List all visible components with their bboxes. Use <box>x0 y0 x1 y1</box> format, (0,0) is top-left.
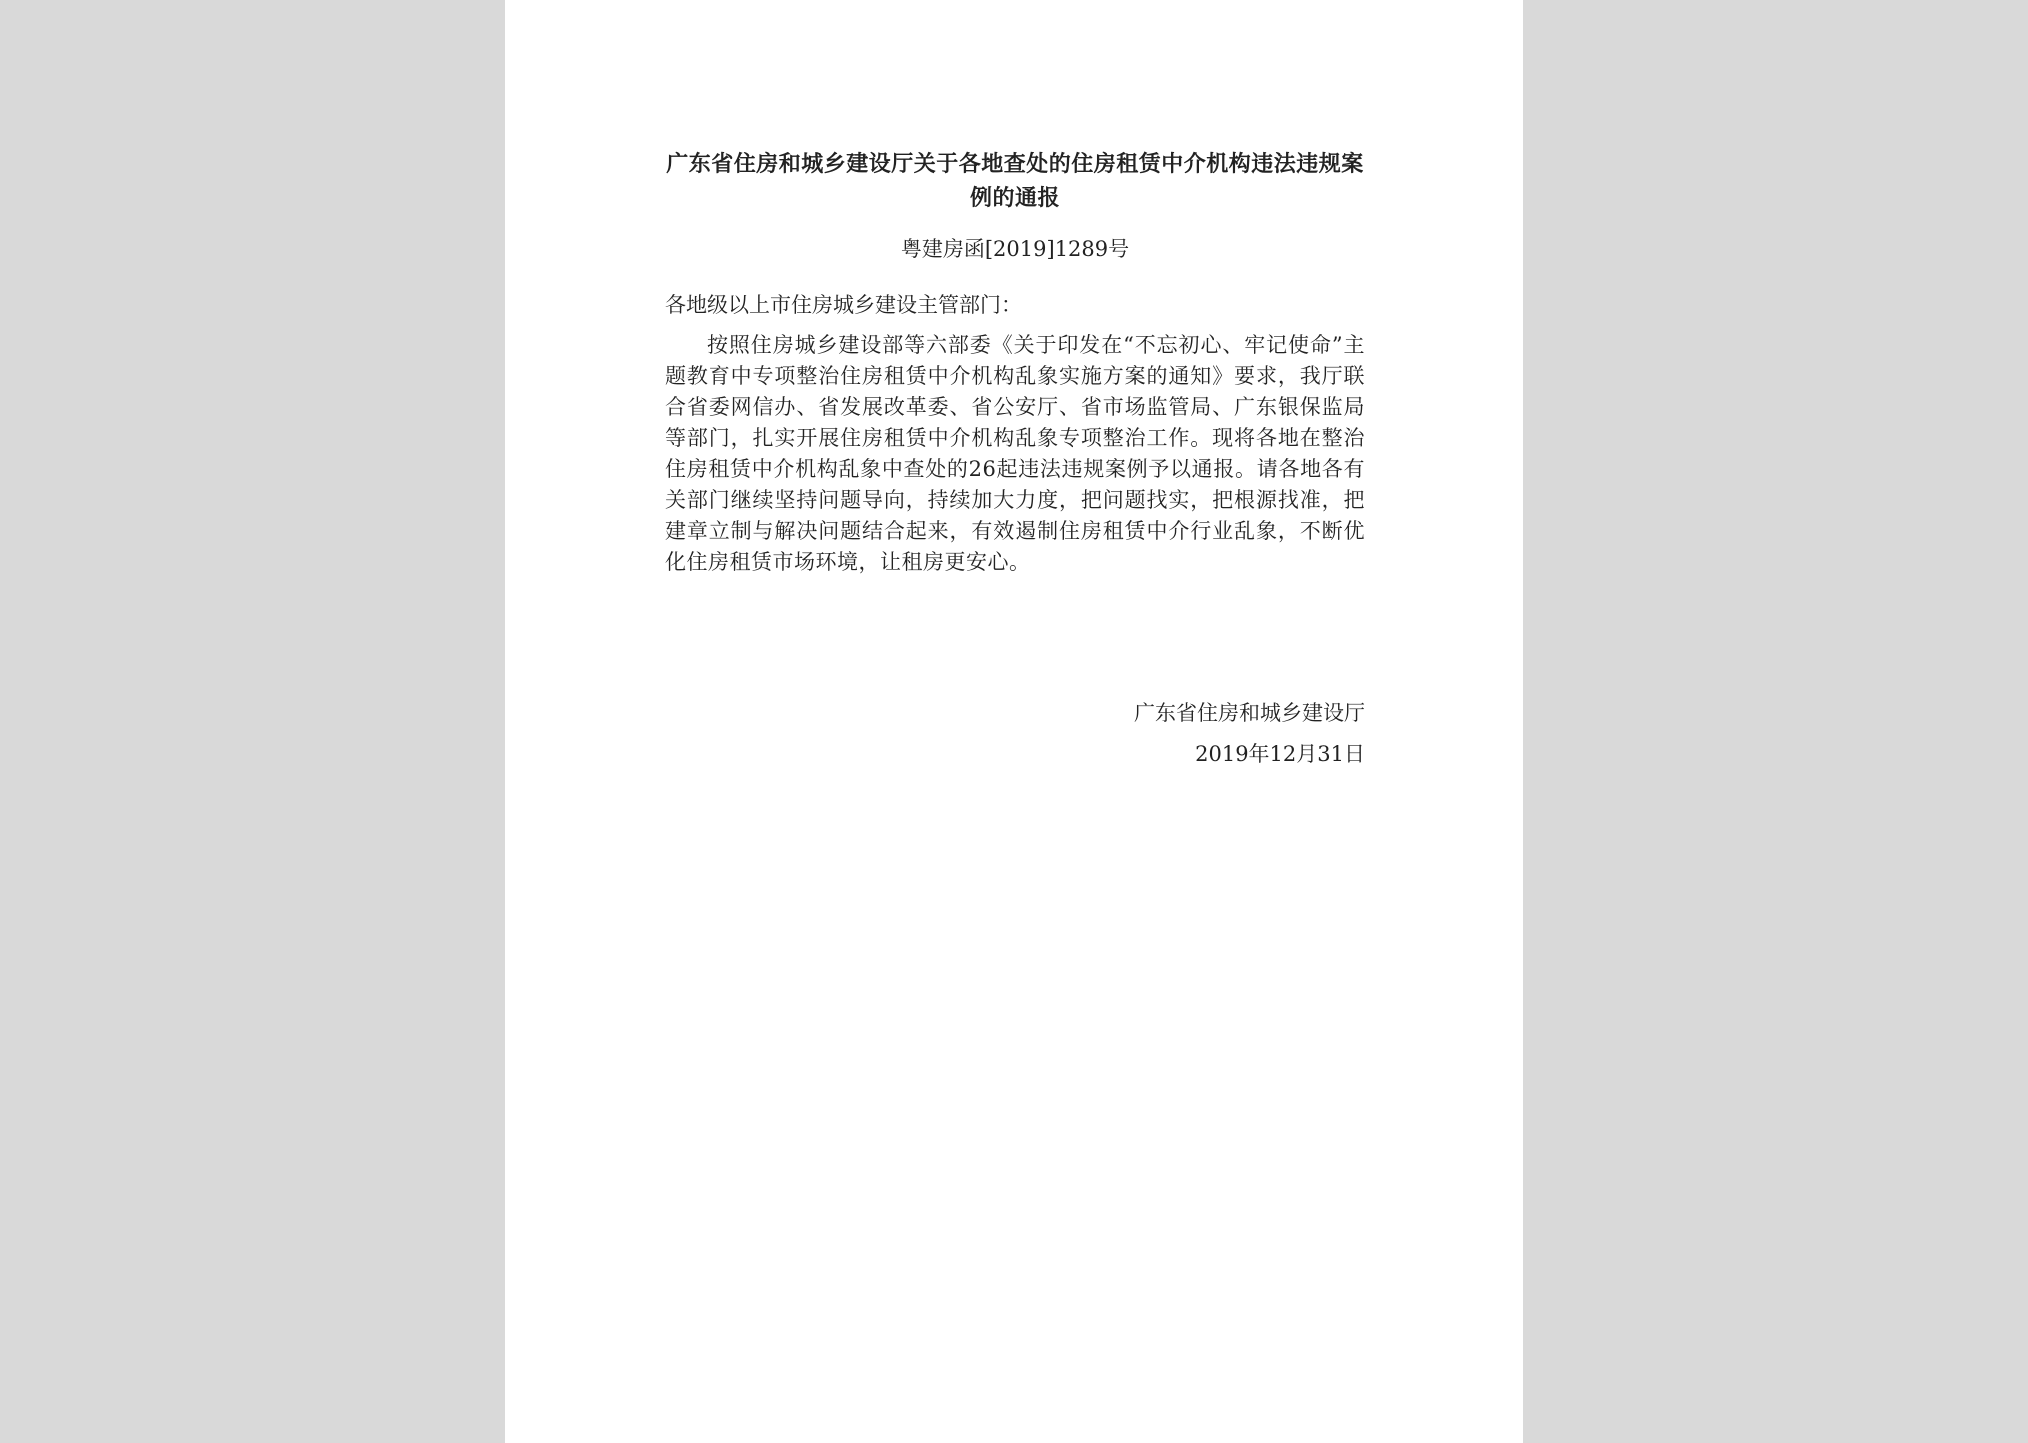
document-page <box>505 0 1523 1443</box>
signature-date: 2019年12月31日 <box>1195 742 1365 766</box>
salutation: 各地级以上市住房城乡建设主管部门： <box>665 293 1022 317</box>
document-number: 粤建房函[2019]1289号 <box>900 237 1130 261</box>
body-paragraph: 按照住房城乡建设部等六部委《关于印发在“不忘初心、牢记使命”主题教育中专项整治住房租赁中介机构乱象实施方案的通知》要求，我厅联合省委网信办、省发展改革委、省公安厅、省市场监管局、广东银保监局等部门，扎实开展住房租赁中介机构乱象专项整治工作。现将各地在整治住房租赁中介机构乱象中查处的26起违法违规案例予以通报。请各地各有关部门继续坚持问题导向，持续加大力度，把问题找实，把根源找准，把建章立制与解决问题结合起来，有效遏制住房租赁中介行业乱象，不断优化住房租赁市场环境，让租房更安心。 <box>665 333 1365 574</box>
document-title: 广东省住房和城乡建设厅关于各地查处的住房租赁中介机构违法违规案例的通报 <box>666 152 1364 211</box>
signature-organization: 广东省住房和城乡建设厅 <box>1134 701 1365 725</box>
